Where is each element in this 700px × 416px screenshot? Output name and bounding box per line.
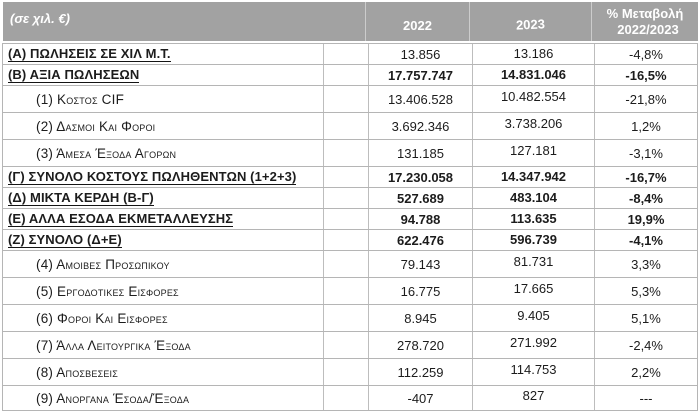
unit-label: (σε χιλ. €) bbox=[10, 11, 70, 26]
value-change: -16,7% bbox=[625, 169, 667, 185]
row-label: (2) Δασμοι Και Φοροι bbox=[36, 118, 156, 134]
spacer-cell bbox=[323, 86, 368, 112]
value-2022: 94.788 bbox=[400, 211, 441, 227]
value-2023-cell bbox=[472, 359, 594, 385]
value-change: 3,3% bbox=[631, 256, 661, 272]
col-header-change-line1: % Μεταβολή bbox=[606, 5, 684, 21]
col-header-2023-label: 2023 bbox=[515, 15, 546, 33]
value-2023: 9.405 bbox=[517, 307, 550, 323]
value-change: 1,2% bbox=[631, 118, 661, 134]
value-2023: 10.482.554 bbox=[500, 88, 567, 104]
row-label: (9) Ανοργανα Έσοδα/Έξοδα bbox=[36, 390, 190, 406]
table-row bbox=[3, 332, 697, 359]
value-2022-cell bbox=[368, 44, 472, 64]
value-change: -16,5% bbox=[625, 67, 667, 83]
value-change: -4,1% bbox=[629, 232, 663, 248]
value-2022-cell bbox=[368, 251, 472, 277]
spacer-cell bbox=[323, 65, 368, 85]
value-2023: 127.181 bbox=[510, 142, 557, 158]
value-2022: 622.476 bbox=[397, 232, 444, 248]
value-2023-cell bbox=[472, 65, 594, 85]
value-2022: 278.720 bbox=[397, 337, 444, 353]
value-change-cell bbox=[594, 188, 697, 208]
col-header-change bbox=[591, 2, 698, 41]
value-2022: 3.692.346 bbox=[391, 118, 450, 134]
value-2023: 113.635 bbox=[510, 210, 557, 226]
value-change-cell bbox=[594, 278, 697, 304]
table-row bbox=[3, 209, 697, 230]
row-label-cell bbox=[3, 44, 323, 64]
row-label: (6) Φοροι Και Εισφορες bbox=[36, 310, 168, 326]
table-row bbox=[3, 359, 697, 386]
value-change: -4,8% bbox=[629, 46, 663, 62]
row-label: (Ε) ΑΛΛΑ ΕΣΟΔΑ ΕΚΜΕΤΑΛΛΕΥΣΗΣ bbox=[8, 211, 234, 226]
spacer-cell bbox=[323, 278, 368, 304]
row-label: (5) Εργοδοτικες Εισφορες bbox=[36, 283, 179, 299]
value-2023: 596.739 bbox=[510, 231, 557, 247]
value-change: -3,1% bbox=[629, 145, 663, 161]
value-change-cell bbox=[594, 305, 697, 331]
value-change-cell bbox=[594, 113, 697, 139]
table-header bbox=[3, 2, 698, 41]
table-row bbox=[3, 278, 697, 305]
value-2022-cell bbox=[368, 332, 472, 358]
row-label-cell bbox=[3, 230, 323, 250]
row-label: (4) Αμοιβες Προσωπικου bbox=[36, 256, 170, 272]
value-2023: 3.738.206 bbox=[504, 115, 563, 131]
row-label: (Ζ) ΣΥΝΟΛΟ (Δ+Ε) bbox=[8, 232, 122, 247]
row-label-cell bbox=[3, 65, 323, 85]
row-label-cell bbox=[3, 86, 323, 112]
value-change-cell bbox=[594, 65, 697, 85]
row-label-cell bbox=[3, 188, 323, 208]
value-change-cell bbox=[594, 140, 697, 166]
spacer-cell bbox=[323, 140, 368, 166]
value-2023: 114.753 bbox=[510, 361, 557, 377]
row-label: (Α) ΠΩΛΗΣΕΙΣ ΣΕ ΧΙΛ Μ.Τ. bbox=[8, 46, 171, 61]
table-row bbox=[3, 188, 697, 209]
value-2023-cell bbox=[472, 209, 594, 229]
value-2022: 17.757.747 bbox=[387, 67, 454, 83]
value-2023-cell bbox=[472, 44, 594, 64]
value-2022-cell bbox=[368, 65, 472, 85]
value-change: --- bbox=[639, 390, 653, 406]
value-2023-cell bbox=[472, 140, 594, 166]
value-2023: 13.186 bbox=[513, 45, 554, 61]
value-2023-cell bbox=[472, 167, 594, 187]
spacer-cell bbox=[323, 44, 368, 64]
value-change: 5,1% bbox=[631, 310, 661, 326]
spacer-cell bbox=[323, 332, 368, 358]
value-change-cell bbox=[594, 44, 697, 64]
table-row bbox=[3, 65, 697, 86]
row-label: (1) Κοστος CIF bbox=[36, 91, 125, 107]
col-header-2023 bbox=[469, 2, 591, 41]
value-2022: 112.259 bbox=[397, 364, 444, 380]
table-row bbox=[3, 86, 697, 113]
value-2022-cell bbox=[368, 359, 472, 385]
value-change-cell bbox=[594, 209, 697, 229]
value-2023: 827 bbox=[522, 387, 545, 403]
value-2022-cell bbox=[368, 113, 472, 139]
table-row bbox=[3, 386, 697, 411]
value-2022-cell bbox=[368, 188, 472, 208]
value-2022-cell bbox=[368, 230, 472, 250]
row-label-cell bbox=[3, 251, 323, 277]
row-label: (Γ) ΣΥΝΟΛΟ ΚΟΣΤΟΥΣ ΠΩΛΗΘΕΝΤΩΝ (1+2+3) bbox=[8, 169, 297, 184]
value-2023: 14.347.942 bbox=[500, 168, 567, 184]
spacer-cell bbox=[323, 209, 368, 229]
spacer-cell bbox=[323, 167, 368, 187]
spacer-cell bbox=[323, 386, 368, 410]
table-row bbox=[3, 230, 697, 251]
row-label: (8) Αποσβεσεις bbox=[36, 364, 119, 380]
value-2022: 17.230.058 bbox=[387, 169, 454, 185]
value-2023: 483.104 bbox=[510, 189, 557, 205]
value-2023-cell bbox=[472, 386, 594, 410]
value-change: 5,3% bbox=[631, 283, 661, 299]
row-label: (Β) ΑΞΙΑ ΠΩΛΗΣΕΩΝ bbox=[8, 67, 140, 82]
value-change: -8,4% bbox=[629, 190, 663, 206]
value-2022: 527.689 bbox=[397, 190, 444, 206]
row-label-cell bbox=[3, 278, 323, 304]
value-2023: 14.831.046 bbox=[500, 66, 567, 82]
value-2023-cell bbox=[472, 113, 594, 139]
value-2023-cell bbox=[472, 230, 594, 250]
col-header-change-line2: 2022/2023 bbox=[617, 21, 679, 37]
table-row bbox=[3, 44, 697, 65]
value-2022-cell bbox=[368, 278, 472, 304]
spacer-cell bbox=[323, 359, 368, 385]
row-label: (Δ) ΜΙΚΤΑ ΚΕΡΔΗ (Β-Γ) bbox=[8, 190, 154, 205]
value-change-cell bbox=[594, 332, 697, 358]
value-2023-cell bbox=[472, 278, 594, 304]
value-2023-cell bbox=[472, 332, 594, 358]
value-2022: -407 bbox=[407, 390, 434, 406]
row-label-cell bbox=[3, 113, 323, 139]
value-2022-cell bbox=[368, 209, 472, 229]
value-2022: 16.775 bbox=[400, 283, 441, 299]
value-change-cell bbox=[594, 86, 697, 112]
table-body bbox=[2, 43, 698, 411]
table-row bbox=[3, 167, 697, 188]
value-2022: 13.406.528 bbox=[387, 91, 454, 107]
value-change-cell bbox=[594, 230, 697, 250]
value-change: -2,4% bbox=[629, 337, 663, 353]
table-row bbox=[3, 251, 697, 278]
col-header-2022 bbox=[365, 2, 469, 41]
value-2023: 17.665 bbox=[513, 280, 554, 296]
value-change-cell bbox=[594, 167, 697, 187]
row-label-cell bbox=[3, 386, 323, 410]
value-2022: 131.185 bbox=[397, 145, 444, 161]
row-label-cell bbox=[3, 167, 323, 187]
spacer-cell bbox=[323, 251, 368, 277]
value-change: -21,8% bbox=[625, 91, 667, 107]
value-2022: 8.945 bbox=[404, 310, 437, 326]
col-header-2022-label: 2022 bbox=[403, 17, 432, 33]
row-label: (3) Άμεσα Έξοδα Αγορων bbox=[36, 145, 177, 161]
value-change-cell bbox=[594, 251, 697, 277]
value-2022-cell bbox=[368, 386, 472, 410]
value-2022-cell bbox=[368, 167, 472, 187]
value-2023-cell bbox=[472, 251, 594, 277]
spacer-cell bbox=[323, 113, 368, 139]
row-label-cell bbox=[3, 140, 323, 166]
value-2023-cell bbox=[472, 188, 594, 208]
value-change: 2,2% bbox=[631, 364, 661, 380]
value-2022-cell bbox=[368, 140, 472, 166]
value-2022-cell bbox=[368, 86, 472, 112]
row-label: (7) Άλλα Λειτουργικα Έξοδα bbox=[36, 337, 191, 353]
table-row bbox=[3, 113, 697, 140]
value-2023-cell bbox=[472, 305, 594, 331]
row-label-cell bbox=[3, 305, 323, 331]
value-change-cell bbox=[594, 386, 697, 410]
value-2023: 81.731 bbox=[513, 253, 554, 269]
row-label-cell bbox=[3, 359, 323, 385]
spacer-cell bbox=[323, 188, 368, 208]
value-change: 19,9% bbox=[627, 211, 665, 227]
value-2022-cell bbox=[368, 305, 472, 331]
spacer-cell bbox=[323, 230, 368, 250]
spacer-cell bbox=[323, 305, 368, 331]
table-row bbox=[3, 305, 697, 332]
value-2022: 13.856 bbox=[400, 46, 441, 62]
value-2023: 271.992 bbox=[510, 334, 557, 350]
table-row bbox=[3, 140, 697, 167]
value-2023-cell bbox=[472, 86, 594, 112]
row-label-cell bbox=[3, 209, 323, 229]
value-2022: 79.143 bbox=[400, 256, 441, 272]
value-change-cell bbox=[594, 359, 697, 385]
row-label-cell bbox=[3, 332, 323, 358]
